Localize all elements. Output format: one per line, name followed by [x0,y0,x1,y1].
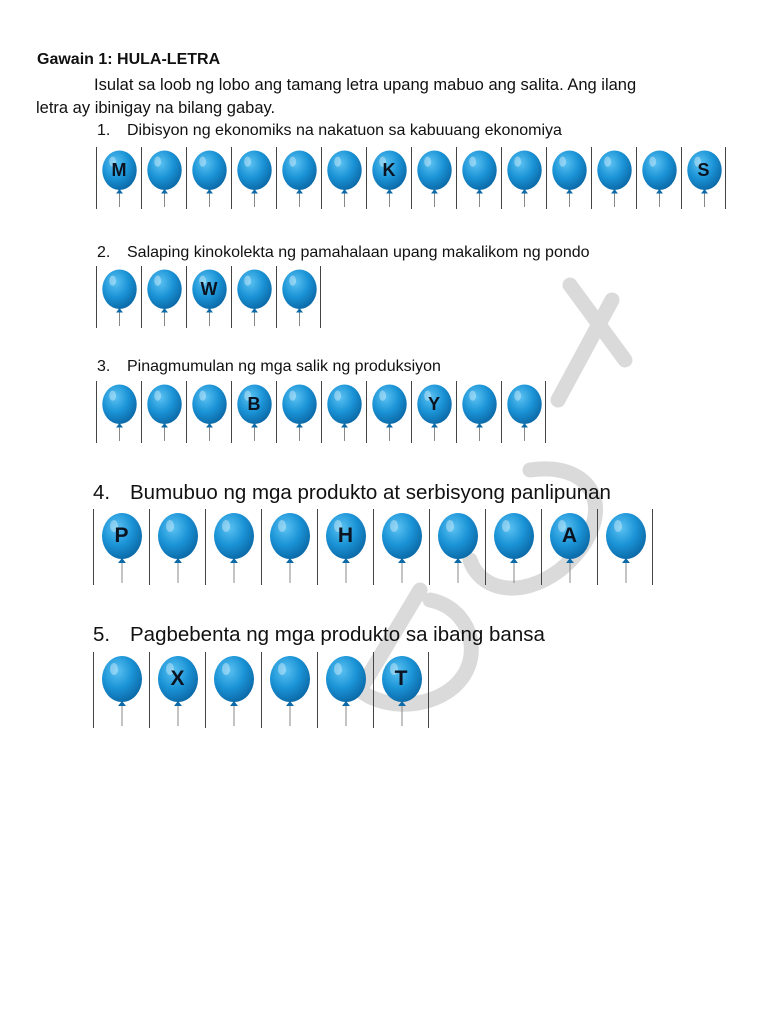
question-2 [97,244,590,262]
balloon-cell[interactable] [411,381,456,443]
balloon-letter: X [170,667,185,690]
balloon-icon [592,147,637,209]
balloon-cell[interactable] [317,652,373,728]
balloon-icon [457,381,502,443]
balloon-icon [502,381,547,443]
balloon-icon [637,147,682,209]
balloon-row-2 [96,266,321,328]
question-number: 4. [93,481,111,504]
question-number: 2. [97,244,111,261]
balloon-icon [142,147,187,209]
balloon-cell[interactable] [93,509,149,585]
question-1 [97,122,562,140]
balloon-icon [486,509,542,585]
balloon-cell[interactable] [411,147,456,209]
balloon-cell[interactable] [597,509,653,585]
balloon-letter: P [114,524,129,547]
balloon-icon [150,509,206,585]
balloon-icon [97,381,142,443]
balloon-cell[interactable] [186,381,231,443]
balloon-cell[interactable] [366,147,411,209]
balloon-cell[interactable] [321,147,366,209]
balloon-icon [277,147,322,209]
balloon-icon [457,147,502,209]
balloon-cell[interactable] [456,381,501,443]
balloon-icon [142,266,187,328]
balloon-icon [97,266,142,328]
balloon-icon [277,266,322,328]
balloon-letter: S [697,160,710,180]
balloon-icon [232,147,277,209]
balloon-letter: Y [427,394,440,414]
instruction-text [36,74,736,120]
question-clue: Dibisyon ng ekonomiks na nakatuon sa kabuuang ekonomiya [127,122,562,139]
balloon-cell[interactable] [546,147,591,209]
question-number: 1. [97,122,111,139]
question-clue: Bumubuo ng mga produkto at serbisyong panlipunan [130,481,611,504]
balloon-icon [547,147,592,209]
balloon-cell[interactable] [373,652,429,728]
instruction-line-2: letra ay ibinigay na bilang gabay. [36,99,276,117]
balloon-cell[interactable] [186,147,231,209]
balloon-letter: A [561,524,578,547]
balloon-icon [277,381,322,443]
balloon-cell[interactable] [141,147,186,209]
activity-title: Gawain 1: HULA-LETRA [37,51,221,68]
balloon-cell[interactable] [141,381,186,443]
balloon-cell[interactable] [429,509,485,585]
balloon-cell[interactable] [96,381,141,443]
question-clue: Pagbebenta ng mga produkto sa ibang bansa [130,623,545,646]
balloon-icon [187,147,232,209]
balloon-row-3 [96,381,546,443]
question-4 [93,481,611,505]
balloon-icon [374,509,430,585]
balloon-cell[interactable] [149,652,205,728]
balloon-cell[interactable] [485,509,541,585]
balloon-letter: T [394,667,408,690]
balloon-icon [598,509,654,585]
balloon-icon [262,509,318,585]
balloon-cell[interactable] [231,266,276,328]
balloon-cell[interactable] [591,147,636,209]
question-5 [93,623,545,647]
question-clue: Pinagmumulan ng mga salik ng produksiyon [127,358,441,375]
balloon-letter: B [247,394,261,414]
balloon-icon [187,381,232,443]
balloon-cell[interactable] [261,652,317,728]
balloon-icon [412,147,457,209]
balloon-cell[interactable] [149,509,205,585]
balloon-cell[interactable] [205,509,261,585]
balloon-cell[interactable] [261,509,317,585]
balloon-cell[interactable] [636,147,681,209]
balloon-cell[interactable] [501,381,546,443]
balloon-cell[interactable] [366,381,411,443]
instruction-line-1: Isulat sa loob ng lobo ang tamang letra upang mabuo ang salita. Ang ilang [94,76,637,94]
balloon-cell[interactable] [141,266,186,328]
balloon-icon [232,266,277,328]
balloon-letter: W [200,279,218,299]
balloon-cell[interactable] [186,266,231,328]
balloon-letter: K [382,160,396,180]
balloon-cell[interactable] [205,652,261,728]
balloon-icon [367,381,412,443]
balloon-letter: M [111,160,127,180]
balloon-icon [322,381,367,443]
balloon-cell[interactable] [321,381,366,443]
question-3 [97,358,441,376]
balloon-cell[interactable] [231,147,276,209]
balloon-cell[interactable] [276,381,321,443]
question-number: 5. [93,623,111,646]
balloon-icon [322,147,367,209]
balloon-cell[interactable] [96,266,141,328]
balloon-icon [318,652,374,728]
question-clue: Salaping kinokolekta ng pamahalaan upang makalikom ng pondo [127,244,590,261]
balloon-cell[interactable] [276,147,321,209]
balloon-row-1 [96,147,726,209]
balloon-icon [430,509,486,585]
balloon-row-5 [93,652,429,728]
balloon-icon [206,509,262,585]
balloon-cell[interactable] [317,509,373,585]
balloon-cell[interactable] [373,509,429,585]
balloon-icon [142,381,187,443]
balloon-cell[interactable] [93,652,149,728]
balloon-cell[interactable] [501,147,546,209]
balloon-cell[interactable] [96,147,141,209]
balloon-letter: H [337,524,354,547]
balloon-icon [262,652,318,728]
balloon-row-4 [93,509,653,585]
balloon-cell[interactable] [456,147,501,209]
balloon-cell[interactable] [681,147,726,209]
balloon-cell[interactable] [541,509,597,585]
balloon-cell[interactable] [276,266,321,328]
question-number: 3. [97,358,111,375]
balloon-icon [206,652,262,728]
balloon-icon [502,147,547,209]
balloon-icon [94,652,150,728]
balloon-cell[interactable] [231,381,276,443]
